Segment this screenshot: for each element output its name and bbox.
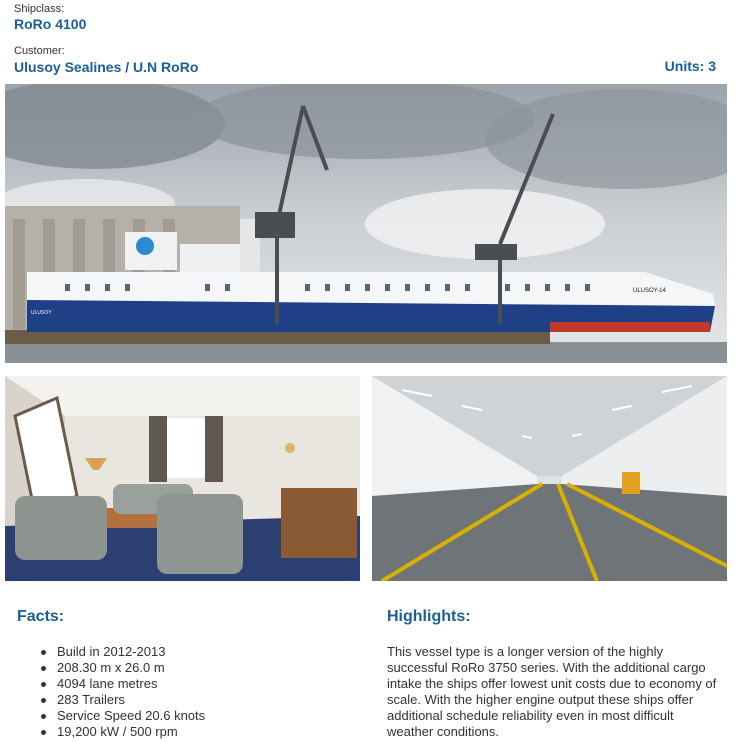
ship-photo-graphic [5,84,727,363]
car-deck-photo[interactable] [372,376,727,581]
facts-heading: Facts: [17,608,65,625]
hull-side-mark: ULUSOY [31,310,52,316]
highlights-text: This vessel type is a longer version of the highly successful RoRo 3750 series. With the additional cargo intake the ships offer lowest unit costs due to economy of scale. With the higher engine output these ships offer additional schedule reliability even in most difficult weather conditions. [387,644,717,739]
hull-name: ULUSOY-14 [633,288,666,294]
highlights-heading: Highlights: [387,608,471,625]
facts-list-item: Build in 2012-2013 [40,644,360,660]
facts-list-item: 4094 lane metres [40,676,360,692]
facts-list [40,644,360,740]
shipclass-label: Shipclass: [14,3,65,15]
facts-list-item: 283 Trailers [40,692,360,708]
units-count: Units: 3 [664,58,716,74]
customer-value: Ulusoy Sealines / U.N RoRo [14,59,199,75]
shipclass-value: RoRo 4100 [14,16,87,32]
cabin-photo-graphic [5,376,360,581]
customer-label: Customer: [14,45,65,57]
car-deck-photo-graphic [372,376,727,581]
facts-list-item: 19,200 kW / 500 rpm [40,724,360,740]
facts-list-item: Service Speed 20.6 knots [40,708,360,724]
facts-list-item: 208.30 m x 26.0 m [40,660,360,676]
cabin-photo[interactable] [5,376,360,581]
ship-photo[interactable] [5,84,727,363]
